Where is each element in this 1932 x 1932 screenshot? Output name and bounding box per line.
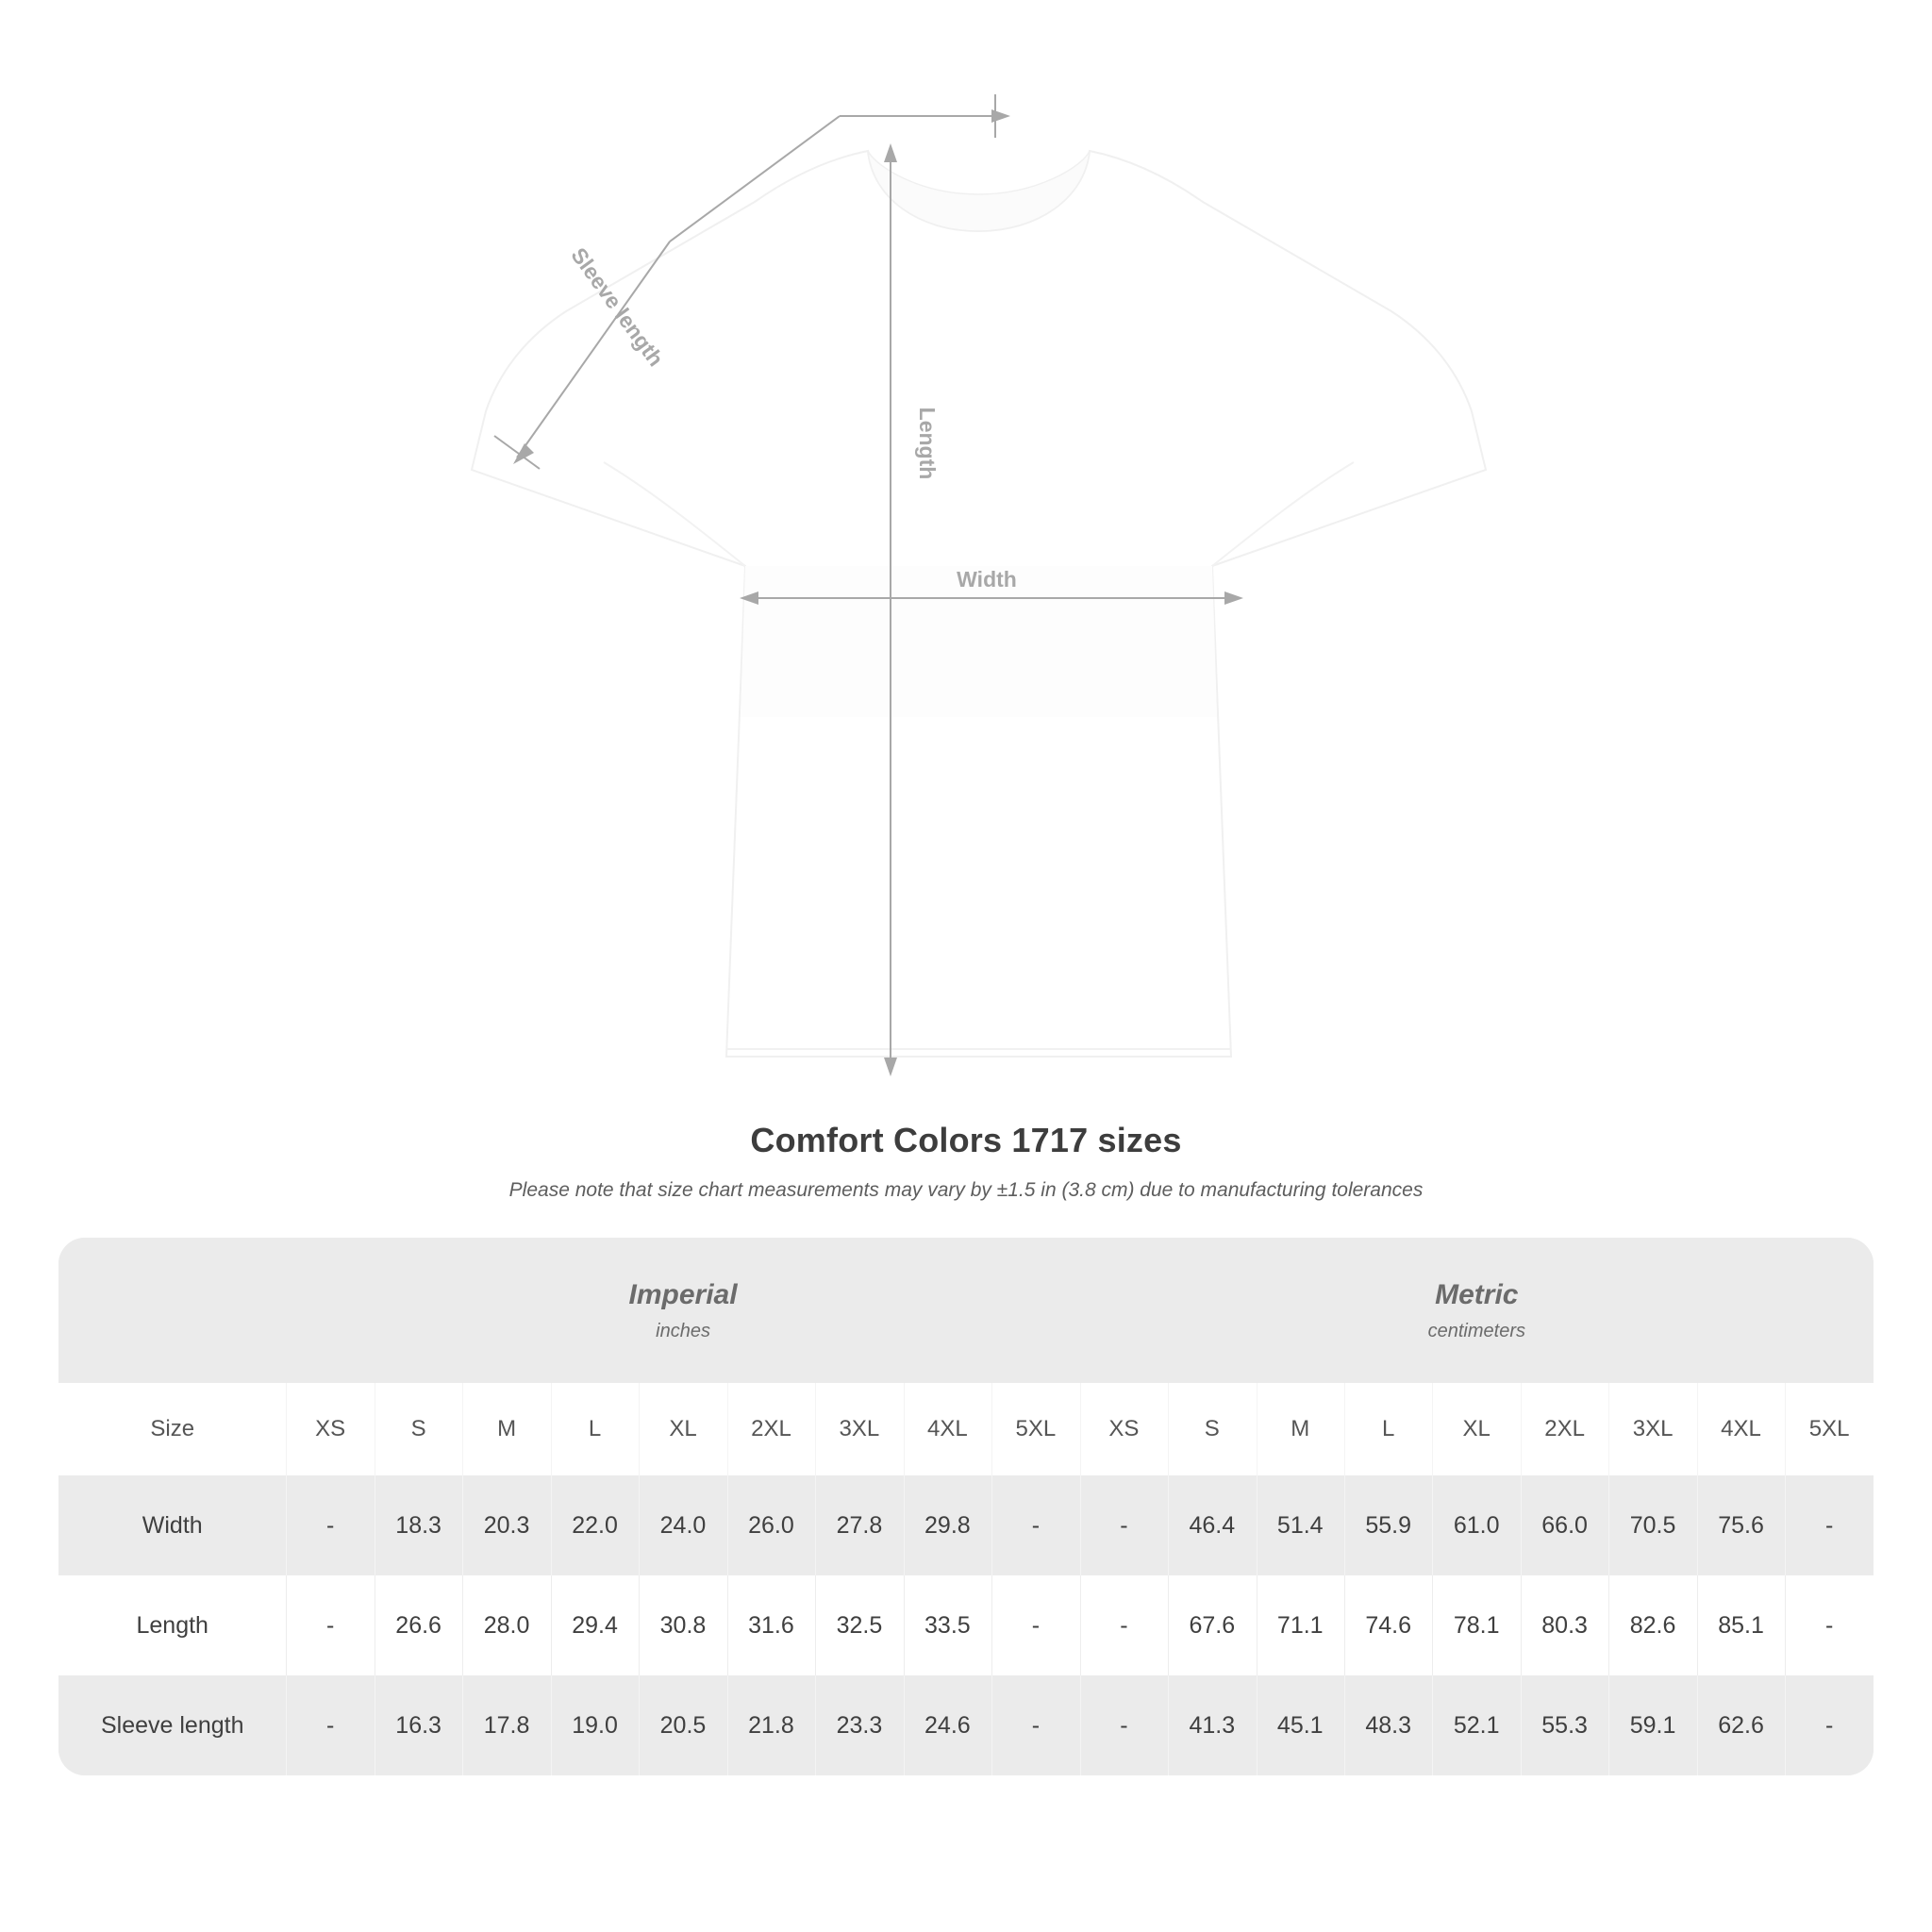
measure-cell: 19.0	[551, 1675, 639, 1775]
tshirt-shape	[472, 151, 1486, 1057]
measure-cell: 23.3	[815, 1675, 903, 1775]
measure-cell: 61.0	[1432, 1475, 1520, 1575]
measure-cell: 27.8	[815, 1475, 903, 1575]
size-header-cell: 3XL	[815, 1383, 903, 1475]
measure-cell: 41.3	[1168, 1675, 1256, 1775]
measure-cell: 30.8	[639, 1575, 726, 1675]
chart-note: Please note that size chart measurements may vary by ±1.5 in (3.8 cm) due to manufacturing tolerances	[508, 1179, 1424, 1201]
size-header-cell: 5XL	[991, 1383, 1080, 1475]
measure-cell: 18.3	[375, 1475, 462, 1575]
size-header-cell: S	[375, 1383, 462, 1475]
measure-cell: 70.5	[1608, 1475, 1696, 1575]
size-header-cell: 2XL	[1521, 1383, 1608, 1475]
measure-cell: 29.4	[551, 1575, 639, 1675]
size-header-cell: M	[1257, 1383, 1344, 1475]
size-header-cell: L	[1344, 1383, 1432, 1475]
measure-cell: 24.6	[904, 1675, 991, 1775]
measure-cell: 22.0	[551, 1475, 639, 1575]
size-header-cell: 5XL	[1785, 1383, 1874, 1475]
sleeve-length-label: Sleeve length	[566, 242, 669, 371]
measure-cell: 16.3	[375, 1675, 462, 1775]
measure-cell: -	[1785, 1575, 1874, 1675]
measure-cell: 71.1	[1257, 1575, 1344, 1675]
measure-cell: 24.0	[639, 1475, 726, 1575]
size-header-cell: 4XL	[904, 1383, 991, 1475]
measure-cell: 78.1	[1432, 1575, 1520, 1675]
measure-cell: 20.3	[462, 1475, 550, 1575]
measure-cell: 46.4	[1168, 1475, 1256, 1575]
measure-cell: -	[286, 1675, 374, 1775]
heading-block	[0, 1121, 1932, 1202]
row-label: Width	[58, 1475, 286, 1575]
unit-sub: inches	[656, 1320, 710, 1341]
measure-cell: 80.3	[1521, 1575, 1608, 1675]
measure-cell: -	[286, 1575, 374, 1675]
size-header-cell: M	[462, 1383, 550, 1475]
chart-title: Comfort Colors 1717 sizes	[750, 1121, 1182, 1159]
measure-cell: 75.6	[1697, 1475, 1785, 1575]
size-header-cell: XL	[1432, 1383, 1520, 1475]
unit-name: Metric	[1435, 1278, 1519, 1310]
size-table	[58, 1238, 1874, 1775]
measure-cell: -	[991, 1675, 1080, 1775]
row-label: Length	[58, 1575, 286, 1675]
measure-cell: -	[286, 1475, 374, 1575]
table-row	[58, 1475, 1874, 1575]
measure-cell: -	[991, 1475, 1080, 1575]
size-header-cell: 2XL	[727, 1383, 815, 1475]
width-label: Width	[957, 567, 1017, 591]
table-row	[58, 1575, 1874, 1675]
unit-header-imperial	[286, 1238, 1079, 1383]
measure-cell: 52.1	[1432, 1675, 1520, 1775]
measure-cell: 51.4	[1257, 1475, 1344, 1575]
size-table-wrapper	[58, 1238, 1874, 1775]
measure-cell: 59.1	[1608, 1675, 1696, 1775]
unit-header-row	[58, 1238, 1874, 1383]
measure-cell: -	[1080, 1475, 1168, 1575]
size-header-cell: XS	[1080, 1383, 1168, 1475]
measure-cell: -	[1080, 1575, 1168, 1675]
measure-cell: -	[1080, 1675, 1168, 1775]
measure-cell: 20.5	[639, 1675, 726, 1775]
size-header-cell: S	[1168, 1383, 1256, 1475]
measure-cell: 26.0	[727, 1475, 815, 1575]
measure-cell: -	[1785, 1475, 1874, 1575]
unit-name: Imperial	[628, 1278, 738, 1310]
size-header-cell: XL	[639, 1383, 726, 1475]
measure-cell: 66.0	[1521, 1475, 1608, 1575]
size-header-cell: XS	[286, 1383, 374, 1475]
unit-sub: centimeters	[1427, 1320, 1525, 1341]
size-header-cell: L	[551, 1383, 639, 1475]
measure-cell: 45.1	[1257, 1675, 1344, 1775]
unit-header-metric	[1080, 1238, 1874, 1383]
measure-cell: 28.0	[462, 1575, 550, 1675]
length-label: Length	[915, 407, 940, 480]
row-label: Sleeve length	[58, 1675, 286, 1775]
measure-cell: 85.1	[1697, 1575, 1785, 1675]
measure-cell: 55.3	[1521, 1675, 1608, 1775]
measure-cell: 21.8	[727, 1675, 815, 1775]
measure-cell: 33.5	[904, 1575, 991, 1675]
measure-cell: 29.8	[904, 1475, 991, 1575]
unit-header-spacer	[58, 1238, 286, 1383]
size-header-row	[58, 1383, 1874, 1475]
measure-cell: 31.6	[727, 1575, 815, 1675]
size-header-cell: 4XL	[1697, 1383, 1785, 1475]
measure-cell: 62.6	[1697, 1675, 1785, 1775]
measure-cell: 32.5	[815, 1575, 903, 1675]
measure-cell: 26.6	[375, 1575, 462, 1675]
measure-cell: 48.3	[1344, 1675, 1432, 1775]
measure-cell: -	[1785, 1675, 1874, 1775]
measure-cell: 55.9	[1344, 1475, 1432, 1575]
size-header-cell: 3XL	[1608, 1383, 1696, 1475]
measure-cell: 82.6	[1608, 1575, 1696, 1675]
table-row	[58, 1675, 1874, 1775]
size-header-label: Size	[58, 1383, 286, 1475]
measure-cell: -	[991, 1575, 1080, 1675]
measure-cell: 17.8	[462, 1675, 550, 1775]
measure-cell: 67.6	[1168, 1575, 1256, 1675]
measure-cell: 74.6	[1344, 1575, 1432, 1675]
